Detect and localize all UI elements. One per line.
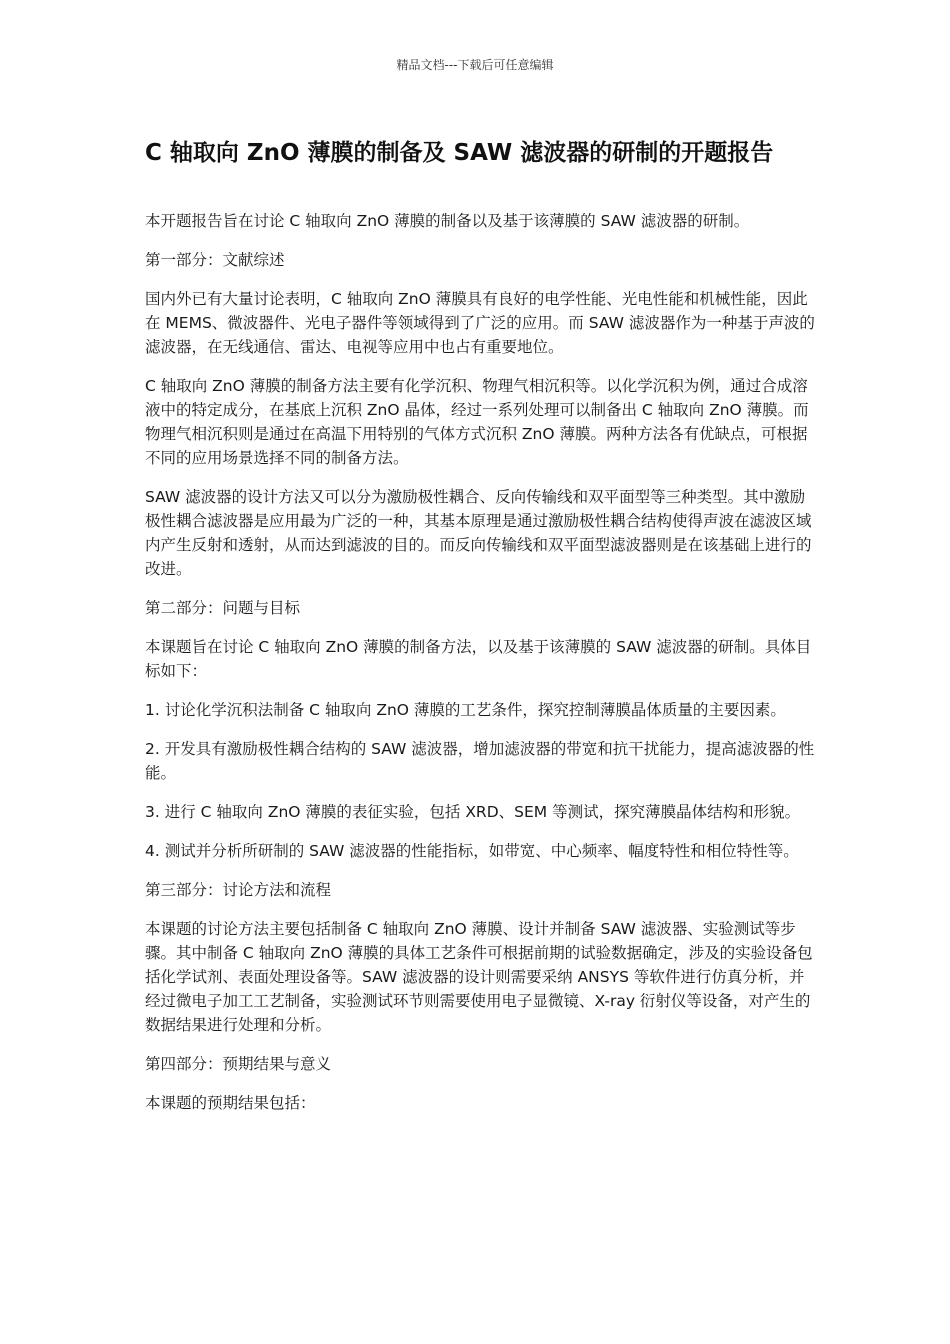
goal-item: 2. 开发具有激励极性耦合结构的 SAW 滤波器，增加滤波器的带宽和抗干扰能力，提高滤波器的性能。 — [145, 740, 815, 782]
section-heading-literature-review: 第一部分：文献综述 — [145, 251, 285, 269]
document-body — [145, 209, 815, 1130]
body-paragraph: SAW 滤波器的设计方法又可以分为激励极性耦合、反向传输线和双平面型等三种类型。其中激励极性耦合滤波器是应用最为广泛的一种，其基本原理是通过激励极性耦合结构使得声波在滤波区域内产生反射和透射，从而达到滤波的目的。而反向传输线和双平面型滤波器则是在该基础上进行的改进。 — [145, 488, 812, 578]
body-paragraph: C 轴取向 ZnO 薄膜的制备方法主要有化学沉积、物理气相沉积等。以化学沉积为例，通过合成溶液中的特定成分，在基底上沉积 ZnO 晶体，经过一系列处理可以制备出 C 轴取向 ZnO 薄膜。而物理气相沉积则是通过在高温下用特别的气体方式沉积 ZnO 薄膜。两种方法各有优缺点，可根据不同的应用场景选择不同的制备方法。 — [145, 377, 809, 467]
goal-item: 4. 测试并分析所研制的 SAW 滤波器的性能指标，如带宽、中心频率、幅度特性和相位特性等。 — [145, 842, 799, 860]
body-paragraph: 本课题的预期结果包括： — [145, 1094, 316, 1112]
section-heading-problem-goals: 第二部分：问题与目标 — [145, 599, 301, 617]
body-paragraph: 国内外已有大量讨论表明，C 轴取向 ZnO 薄膜具有良好的电学性能、光电性能和机械性能，因此在 MEMS、微波器件、光电子器件等领域得到了广泛的应用。而 SAW 滤波器作为一种基于声波的滤波器，在无线通信、雷达、电视等应用中也占有重要地位。 — [145, 290, 815, 356]
document-title: C 轴取向 ZnO 薄膜的制备及 SAW 滤波器的研制的开题报告 — [145, 140, 774, 166]
goal-item: 1. 讨论化学沉积法制备 C 轴取向 ZnO 薄膜的工艺条件，探究控制薄膜晶体质量的主要因素。 — [145, 701, 786, 719]
intro-paragraph: 本开题报告旨在讨论 C 轴取向 ZnO 薄膜的制备以及基于该薄膜的 SAW 滤波器的研制。 — [145, 212, 750, 230]
section-heading-methods: 第三部分：讨论方法和流程 — [145, 881, 332, 899]
page-header: 精品文档---下载后可任意编辑 — [396, 58, 554, 72]
body-paragraph: 本课题旨在讨论 C 轴取向 ZnO 薄膜的制备方法，以及基于该薄膜的 SAW 滤波器的研制。具体目标如下： — [145, 638, 812, 680]
section-heading-expected-results: 第四部分：预期结果与意义 — [145, 1055, 332, 1073]
body-paragraph: 本课题的讨论方法主要包括制备 C 轴取向 ZnO 薄膜、设计并制备 SAW 滤波器、实验测试等步骤。其中制备 C 轴取向 ZnO 薄膜的具体工艺条件可根据前期的试验数据确定，涉及的实验设备包括化学试剂、表面处理设备等。SAW 滤波器的设计则需要采纳 ANSYS 等软件进行仿真分析，并经过微电子加工工艺制备，实验测试环节则需要使用电子显微镜、X-ray 衍射仪等设备，对产生的数据结果进行处理和分析。 — [145, 920, 813, 1034]
goal-item: 3. 进行 C 轴取向 ZnO 薄膜的表征实验，包括 XRD、SEM 等测试，探究薄膜晶体结构和形貌。 — [145, 803, 801, 821]
